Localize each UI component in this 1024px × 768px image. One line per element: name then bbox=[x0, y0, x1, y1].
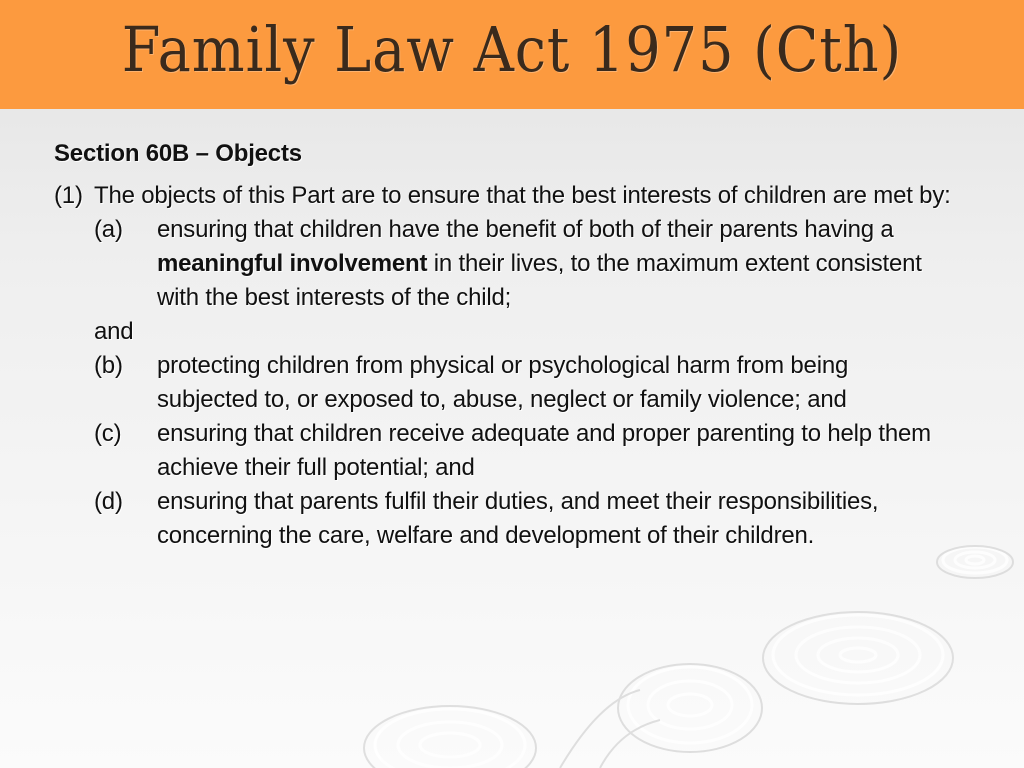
slide-title: Family Law Act 1975 (Cth) bbox=[121, 13, 903, 86]
sub-item-c bbox=[54, 417, 954, 485]
slide-body bbox=[54, 137, 954, 553]
section-heading: Section 60B – Objects bbox=[54, 140, 302, 167]
item-number: (1) bbox=[54, 182, 83, 209]
sub-item-text: ensuring that parents fulfil their duties, and meet their responsibilities, concerning the care, welfare and development of their children. bbox=[157, 488, 879, 549]
sub-item-label: (a) bbox=[94, 216, 123, 243]
trailing-conjunction: and bbox=[94, 318, 134, 345]
sub-item-label: (b) bbox=[94, 352, 123, 379]
sub-item-a bbox=[54, 213, 954, 315]
sub-item-text: ensuring that children receive adequate and proper parenting to help them achieve their full potential; and bbox=[157, 420, 931, 481]
sub-item-text: protecting children from physical or psychological harm from being subjected to, or exposed to, abuse, neglect or family violence; and bbox=[157, 352, 849, 413]
sub-item-text-after: in their lives, to the maximum extent consistent with the best interests of the child; bbox=[157, 250, 922, 311]
item-text: The objects of this Part are to ensure that the best interests of children are met by: bbox=[94, 182, 951, 209]
sub-item-b bbox=[54, 349, 954, 417]
sub-item-label: (c) bbox=[94, 420, 122, 447]
sub-item-label: (d) bbox=[94, 488, 123, 515]
sub-item-d bbox=[54, 485, 954, 553]
object-item-1 bbox=[54, 179, 954, 213]
sub-item-text-before: ensuring that children have the benefit of both of their parents having a bbox=[157, 216, 894, 243]
emphasis-meaningful-involvement: meaningful involvement bbox=[157, 250, 428, 277]
